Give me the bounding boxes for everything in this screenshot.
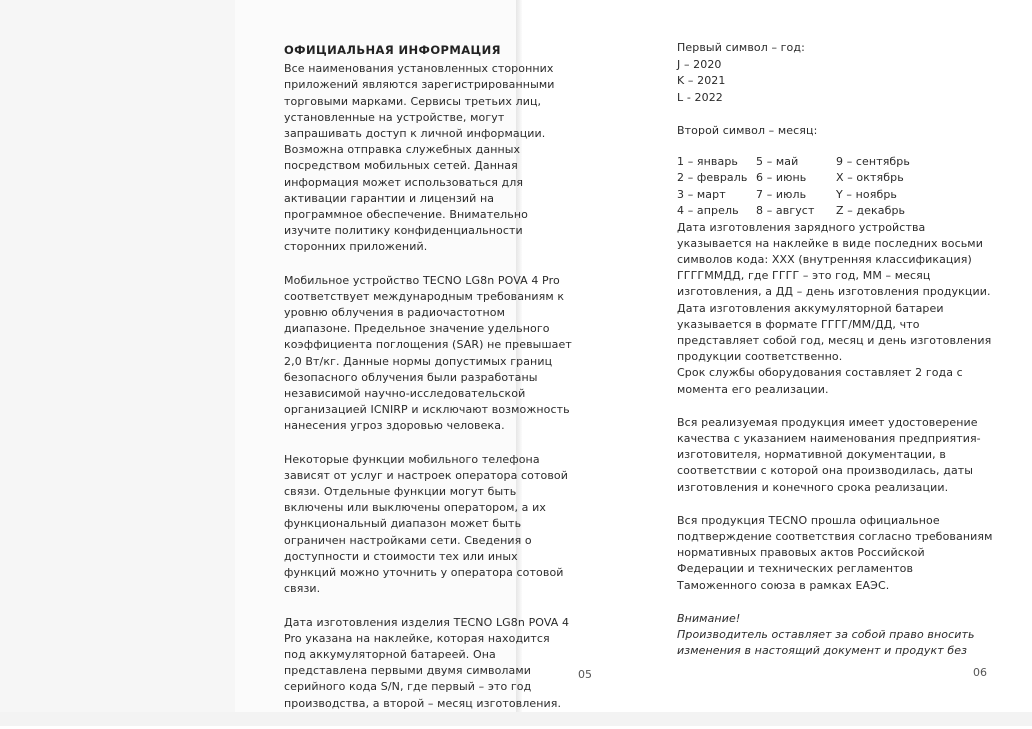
- attention-text: Производитель оставляет за собой право вносить изменения в настоящий документ и продукт без: [677, 627, 975, 658]
- right-text-column: [677, 40, 995, 659]
- month-code: 3 – март: [677, 187, 726, 201]
- month-code: 2 – февраль: [677, 171, 748, 184]
- paragraph-sar: Мобильное устройство TECNO LG8n POVA 4 Pro соответствует международным требованиям к уровню облучения в радиочастотном диапазоне. Предельное значение удельного коэффициента поглощения (SAR) не превышает 2,0 Вт/кг. Данные нормы допустимых границ безопасного облучения были разработаны независимой научно-исследовательской организацией ICNIRP и исключают возможность нанесения угроз здоровью человека.: [284, 273, 572, 433]
- year-code-j: J – 2020: [677, 57, 722, 71]
- page-number-left: 05: [578, 668, 592, 681]
- month-code: 5 – май: [756, 154, 799, 168]
- first-symbol-label: Первый символ – год:: [677, 41, 805, 54]
- month-code: 7 – июль: [756, 187, 807, 201]
- month-codes-table: [677, 154, 995, 220]
- month-code: X – октябрь: [836, 171, 904, 184]
- month-code: Y – ноябрь: [836, 187, 898, 201]
- year-code-k: K – 2021: [677, 74, 726, 87]
- paragraph-operator: Некоторые функции мобильного телефона зависят от услуг и настроек оператора сотовой связи. Отдельные функции могут быть включены или выключены оператором, а их функциональный диапазон может быть ограничен настройками сети. Сведения о доступности и стоимости тех или иных функций можно уточнить у оператора сотовой связи.: [284, 452, 569, 596]
- left-text-column: [284, 42, 572, 729]
- page-number-right: 06: [973, 666, 987, 679]
- month-code: 4 – апрель: [677, 204, 739, 217]
- section-heading: ОФИЦИАЛЬНАЯ ИНФОРМАЦИЯ: [284, 43, 501, 57]
- paragraph-charger-date: Дата изготовления зарядного устройства указывается на наклейке в виде последних восьми символов кода: XXX (внутренняя классификация) ГГГГММДД, где ГГГГ – это год, ММ – месяц изготовления, а ДД – день изготовления продукции. Дата изготовления аккумуляторной батареи указывается в формате ГГГГ/ММ/ДД, что представляет собой год, месяц и день изготовления продукции соответственно.: [677, 220, 992, 364]
- second-symbol-label: Второй символ – месяц:: [677, 124, 818, 137]
- left-page-edge: [0, 0, 235, 726]
- month-code: 9 – сентябрь: [836, 154, 910, 168]
- month-code: 8 – август: [756, 204, 815, 217]
- paragraph-manufacture-date: Дата изготовления изделия TECNO LG8n POVA 4 Pro указана на наклейке, которая находится под аккумуляторной батареей. Она представлена первыми двумя символами серийного кода S/N, где первый – это год производства, а второй – месяц изготовления.: [284, 615, 570, 710]
- paragraph-service-life: Срок службы оборудования составляет 2 года с момента его реализации.: [677, 366, 963, 396]
- year-code-l: L - 2022: [677, 90, 723, 104]
- month-code: 1 – январь: [677, 154, 738, 168]
- paragraph-trademarks: Все наименования установленных сторонних приложений являются зарегистрированными торговыми марками. Сервисы третьих лиц, установленные на устройстве, могут запрашивать доступ к личной информации. Возможна отправка служебных данных посредством мобильных сетей. Данная информация может использоваться для активации гарантии и лицензий на программное обеспечение. Внимательно изучите политику конфиденциальности сторонних приложений.: [284, 62, 555, 254]
- month-code: 6 – июнь: [756, 171, 807, 184]
- paragraph-quality: Вся реализуемая продукция имеет удостоверение качества с указанием наименования предприятия-изготовителя, нормативной документации, в соответствии с которой она производилась, даты изготовления и конечного срока реализации.: [677, 415, 981, 494]
- paragraph-certification: Вся продукция TECNO прошла официальное подтверждение соответствия согласно требованиям нормативных правовых актов Российской Федерации и технических регламентов Таможенного союза в рамках ЕАЭС.: [677, 513, 993, 592]
- attention-title: Внимание!: [677, 611, 741, 625]
- month-code: Z – декабрь: [836, 204, 906, 217]
